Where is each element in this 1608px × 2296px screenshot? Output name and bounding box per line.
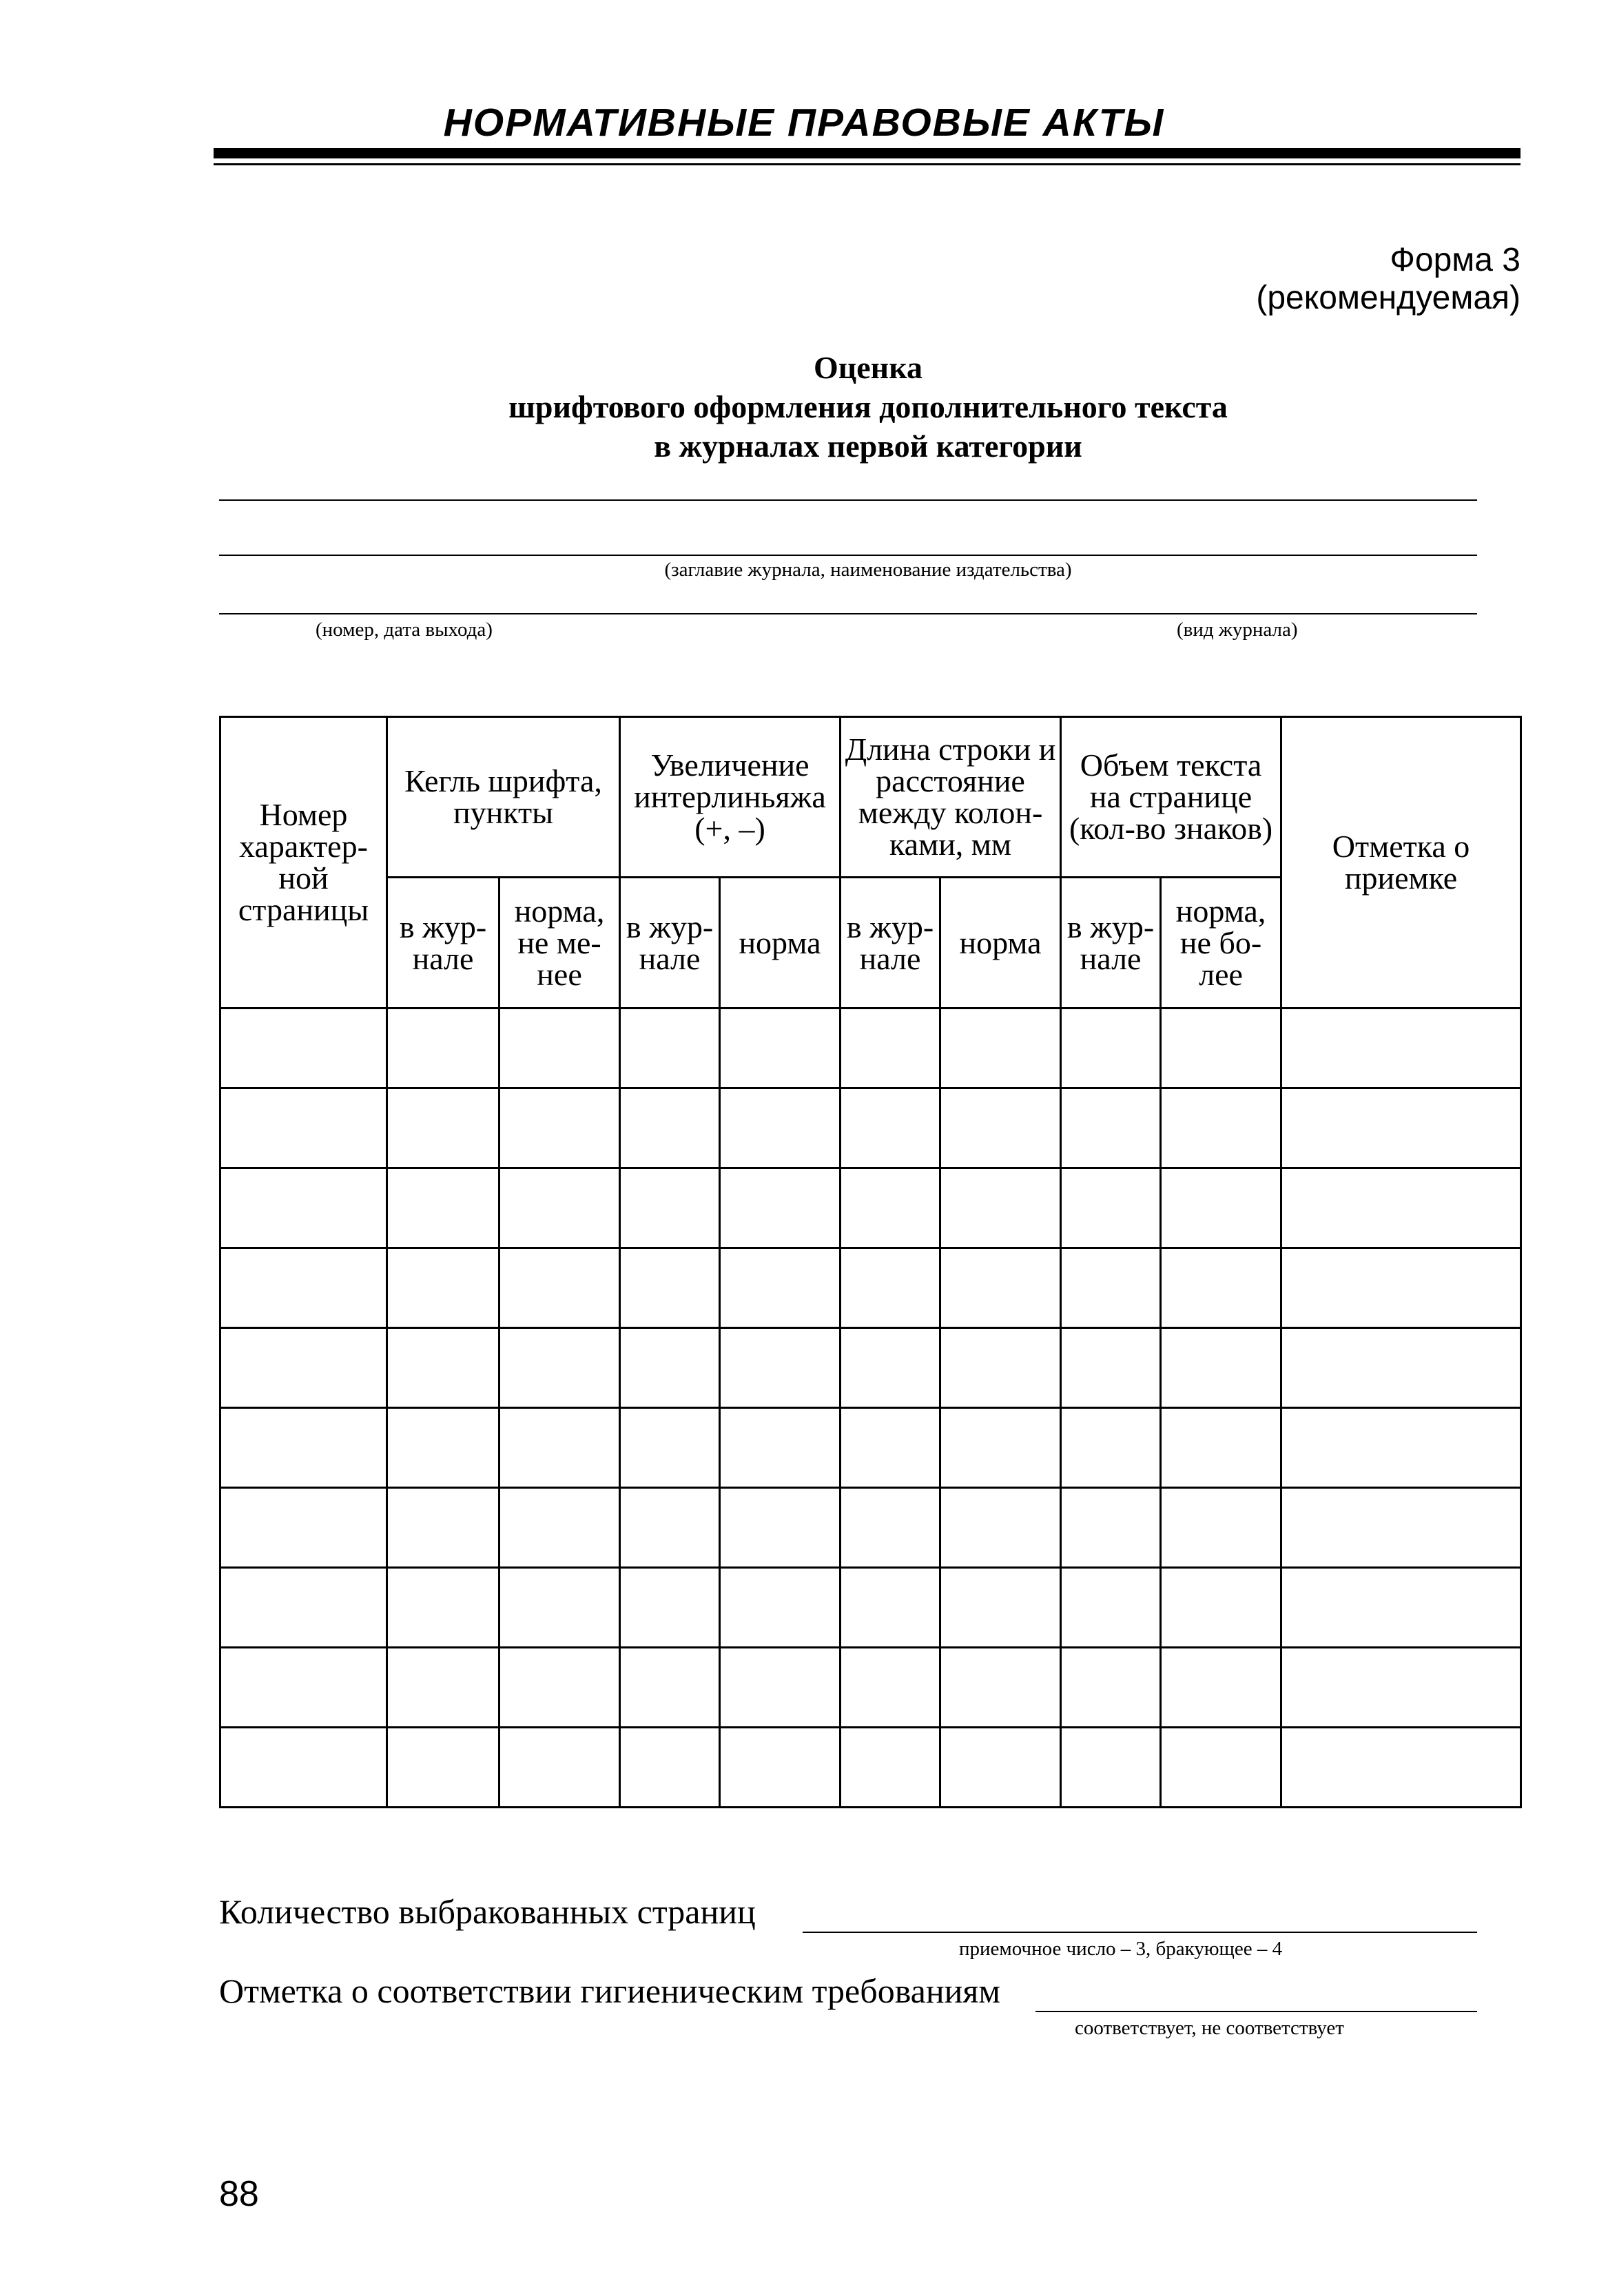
table-cell[interactable] [499, 1728, 620, 1808]
table-cell[interactable] [940, 1088, 1061, 1168]
form-title-line-3: в журналах первой категории [654, 428, 1082, 464]
table-cell[interactable] [1161, 1728, 1281, 1808]
table-cell[interactable] [1281, 1728, 1521, 1808]
table-cell[interactable] [499, 1009, 620, 1088]
table-cell[interactable] [720, 1728, 841, 1808]
subheader-volume-norm: норма, не бо-лее [1161, 878, 1281, 1009]
table-cell[interactable] [720, 1648, 841, 1728]
table-cell[interactable] [1161, 1488, 1281, 1568]
table-cell[interactable] [220, 1009, 387, 1088]
table-cell[interactable] [1161, 1168, 1281, 1248]
table-cell[interactable] [1281, 1328, 1521, 1408]
table-cell[interactable] [620, 1088, 720, 1168]
table-cell[interactable] [220, 1568, 387, 1648]
table-cell[interactable] [220, 1248, 387, 1328]
table-cell[interactable] [620, 1728, 720, 1808]
journal-title-line-2[interactable] [219, 555, 1477, 556]
subheader-leading-norm: норма [720, 878, 841, 1009]
table-cell[interactable] [720, 1408, 841, 1488]
table-cell[interactable] [1061, 1408, 1161, 1488]
table-cell[interactable] [1061, 1568, 1161, 1648]
section-title: НОРМАТИВНЫЕ ПРАВОВЫЕ АКТЫ [443, 101, 1165, 145]
table-cell[interactable] [1161, 1009, 1281, 1088]
table-cell[interactable] [1281, 1648, 1521, 1728]
table-cell[interactable] [841, 1488, 940, 1568]
table-cell[interactable] [499, 1088, 620, 1168]
header-text-volume: Объем текста на странице (кол-во знаков) [1061, 717, 1281, 878]
table-cell[interactable] [841, 1568, 940, 1648]
table-cell[interactable] [1061, 1328, 1161, 1408]
form-title-line-2: шрифтового оформления дополнительного текста [508, 389, 1228, 424]
table-cell[interactable] [940, 1488, 1061, 1568]
subheader-font-norm: норма, не ме-нее [499, 878, 620, 1009]
table-cell[interactable] [940, 1328, 1061, 1408]
table-cell[interactable] [499, 1248, 620, 1328]
subheader-font-in-journal: в жур-нале [387, 878, 499, 1009]
table-cell[interactable] [940, 1009, 1061, 1088]
table-cell[interactable] [387, 1088, 499, 1168]
table-cell[interactable] [620, 1408, 720, 1488]
rejected-pages-line[interactable] [803, 1932, 1477, 1933]
table-cell[interactable] [220, 1408, 387, 1488]
hygiene-line[interactable] [1035, 2011, 1477, 2012]
issue-and-type-line[interactable] [219, 613, 1477, 614]
form-title-line-1: Оценка [813, 350, 922, 385]
table-row [220, 1408, 1521, 1488]
table-cell[interactable] [841, 1648, 940, 1728]
journal-title-caption: (заглавие журнала, наименование издательства) [664, 559, 1072, 581]
table-cell[interactable] [940, 1168, 1061, 1248]
table-cell[interactable] [1061, 1168, 1161, 1248]
table-cell[interactable] [499, 1568, 620, 1648]
table-cell[interactable] [387, 1728, 499, 1808]
table-cell[interactable] [387, 1168, 499, 1248]
page-number: 88 [219, 2174, 259, 2214]
header-line-length: Длина строки и расстояние между колон-ками, мм [841, 717, 1061, 878]
table-cell[interactable] [220, 1168, 387, 1248]
table-row [220, 1168, 1521, 1248]
table-cell[interactable] [220, 1648, 387, 1728]
table-cell[interactable] [720, 1488, 841, 1568]
table-cell[interactable] [220, 1328, 387, 1408]
table-row [220, 1648, 1521, 1728]
table-cell[interactable] [499, 1648, 620, 1728]
table-cell[interactable] [1061, 1728, 1161, 1808]
table-row [220, 1568, 1521, 1648]
subheader-length-in-journal: в жур-нале [841, 878, 940, 1009]
table-cell[interactable] [841, 1088, 940, 1168]
table-cell[interactable] [1161, 1408, 1281, 1488]
table-cell[interactable] [1281, 1168, 1521, 1248]
table-cell[interactable] [1281, 1248, 1521, 1328]
table-cell[interactable] [620, 1328, 720, 1408]
table-cell[interactable] [841, 1168, 940, 1248]
journal-type-caption: (вид журнала) [1177, 619, 1298, 641]
rejected-pages-hint: приемочное число – 3, бракующее – 4 [959, 1938, 1283, 1960]
table-cell[interactable] [387, 1328, 499, 1408]
subheader-leading-in-journal: в жур-нале [620, 878, 720, 1009]
table-cell[interactable] [940, 1648, 1061, 1728]
table-row [220, 1088, 1521, 1168]
form-number: Форма 3 [1390, 242, 1521, 278]
table-row [220, 1728, 1521, 1808]
table-cell[interactable] [720, 1168, 841, 1248]
header-rule-thin [214, 163, 1521, 165]
table-cell[interactable] [940, 1408, 1061, 1488]
table-cell[interactable] [1161, 1088, 1281, 1168]
table-cell[interactable] [620, 1168, 720, 1248]
table-cell[interactable] [499, 1488, 620, 1568]
table-cell[interactable] [720, 1568, 841, 1648]
table-cell[interactable] [620, 1488, 720, 1568]
header-font-size: Кегль шрифта, пункты [387, 717, 620, 878]
table-cell[interactable] [1061, 1648, 1161, 1728]
table-cell[interactable] [841, 1408, 940, 1488]
table-cell[interactable] [1061, 1088, 1161, 1168]
table-cell[interactable] [387, 1408, 499, 1488]
table-cell[interactable] [387, 1568, 499, 1648]
table-cell[interactable] [841, 1728, 940, 1808]
table-cell[interactable] [499, 1408, 620, 1488]
table-cell[interactable] [841, 1248, 940, 1328]
table-cell[interactable] [1281, 1408, 1521, 1488]
header-leading: Увеличение интерлиньяжа (+, –) [620, 717, 841, 878]
table-cell[interactable] [720, 1088, 841, 1168]
table-cell[interactable] [841, 1009, 940, 1088]
issue-date-caption: (номер, дата выхода) [316, 619, 493, 641]
table-cell[interactable] [620, 1009, 720, 1088]
table-cell[interactable] [720, 1248, 841, 1328]
header-rule-thick [214, 148, 1521, 158]
table-cell[interactable] [620, 1248, 720, 1328]
table-cell[interactable] [1161, 1328, 1281, 1408]
table-body [220, 1009, 1521, 1808]
table-row [220, 1009, 1521, 1088]
table-cell[interactable] [387, 1248, 499, 1328]
table-cell[interactable] [387, 1488, 499, 1568]
hygiene-label: Отметка о соответствии гигиеническим требованиям [219, 1972, 1000, 2010]
table-cell[interactable] [1161, 1648, 1281, 1728]
table-cell[interactable] [1281, 1568, 1521, 1648]
table-cell[interactable] [940, 1568, 1061, 1648]
subheader-volume-in-journal: в жур-нале [1061, 878, 1161, 1009]
table-cell[interactable] [1281, 1488, 1521, 1568]
table-cell[interactable] [620, 1568, 720, 1648]
header-acceptance: Отметка о приемке [1281, 717, 1521, 1009]
table-cell[interactable] [1281, 1009, 1521, 1088]
table-cell[interactable] [720, 1009, 841, 1088]
table-cell[interactable] [1161, 1248, 1281, 1328]
table-cell[interactable] [841, 1328, 940, 1408]
table-cell[interactable] [499, 1328, 620, 1408]
rejected-pages-label: Количество выбракованных страниц [219, 1892, 756, 1931]
table-cell[interactable] [220, 1088, 387, 1168]
table-cell[interactable] [1061, 1248, 1161, 1328]
table-cell[interactable] [940, 1248, 1061, 1328]
journal-title-line-1[interactable] [219, 499, 1477, 501]
table-row [220, 1248, 1521, 1328]
header-page-number: Номер характер-ной страницы [220, 717, 387, 1009]
hygiene-hint: соответствует, не соответствует [1075, 2017, 1344, 2039]
form-status: (рекомендуемая) [1256, 280, 1521, 316]
table-cell[interactable] [387, 1009, 499, 1088]
table-cell[interactable] [1061, 1488, 1161, 1568]
table-cell[interactable] [387, 1648, 499, 1728]
table-cell[interactable] [499, 1168, 620, 1248]
table-row [220, 1328, 1521, 1408]
table-row [220, 1488, 1521, 1568]
table-cell[interactable] [620, 1648, 720, 1728]
table-cell[interactable] [1161, 1568, 1281, 1648]
subheader-length-norm: норма [940, 878, 1061, 1009]
table-cell[interactable] [940, 1728, 1061, 1808]
table-cell[interactable] [1281, 1088, 1521, 1168]
table-cell[interactable] [220, 1728, 387, 1808]
table-cell[interactable] [1061, 1009, 1161, 1088]
table-cell[interactable] [720, 1328, 841, 1408]
assessment-table [219, 716, 1522, 1808]
table-cell[interactable] [220, 1488, 387, 1568]
